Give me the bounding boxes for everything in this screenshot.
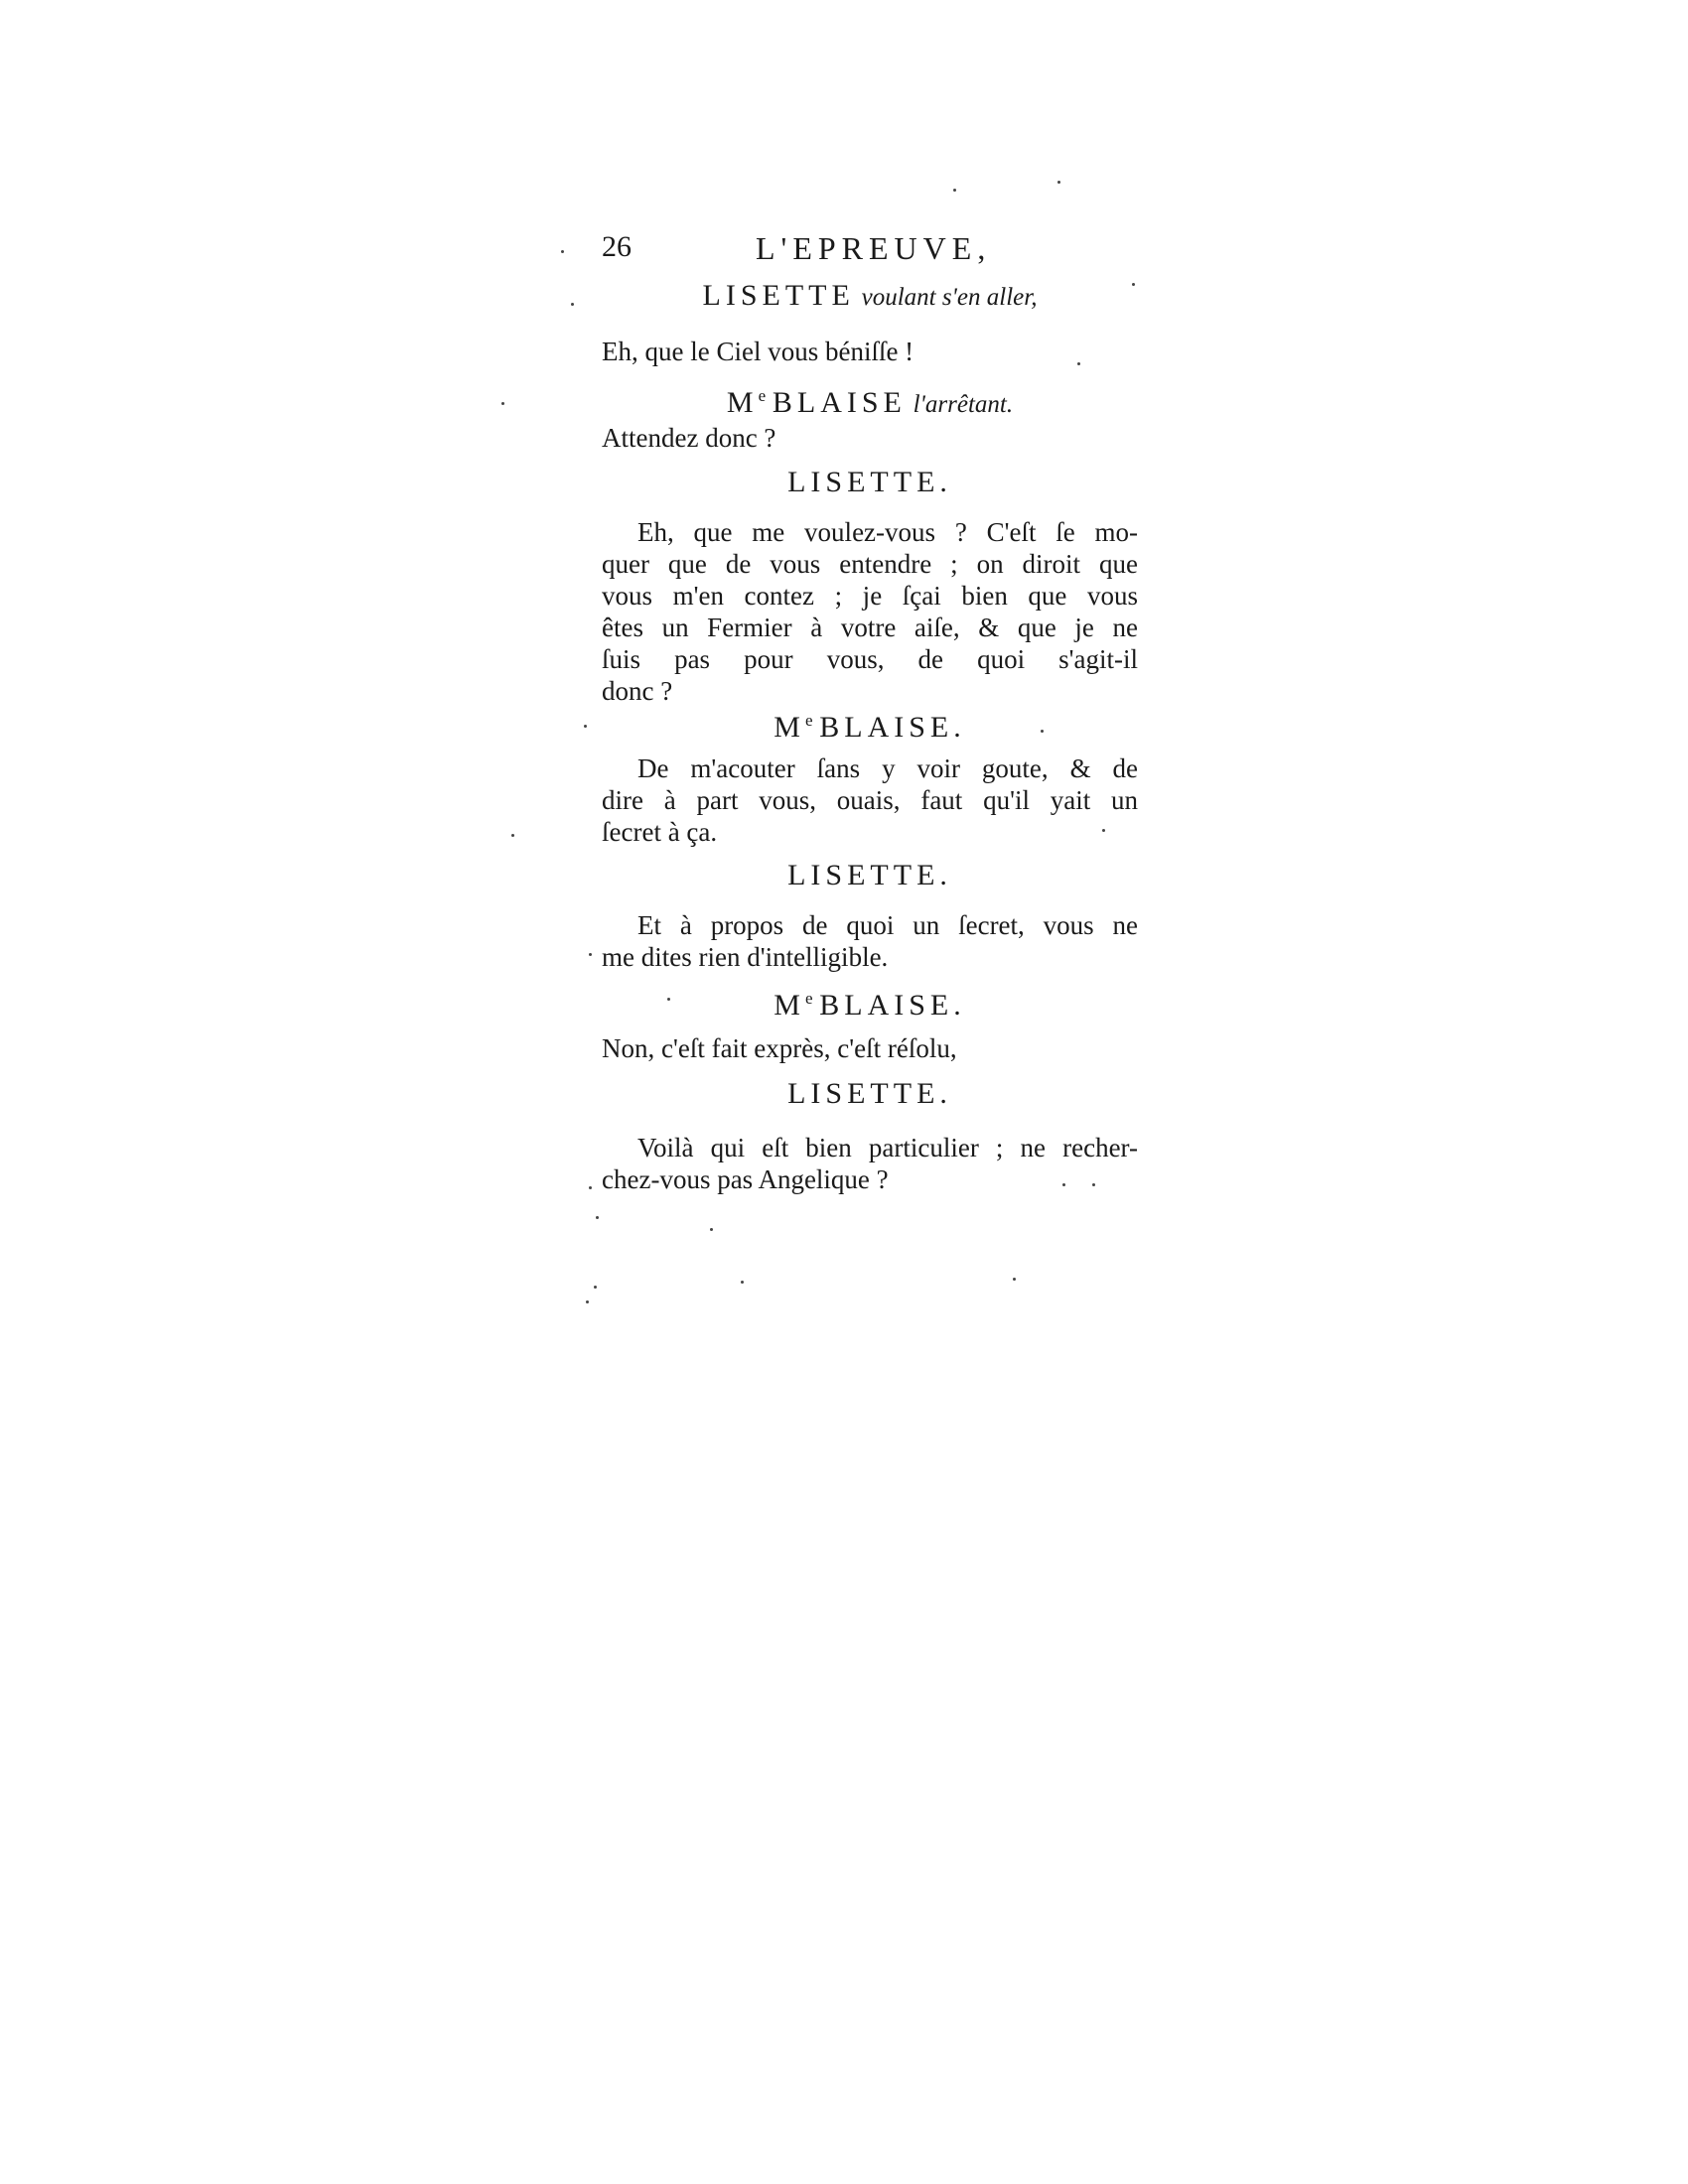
running-head xyxy=(602,230,1138,270)
speaker-title: Me xyxy=(726,386,767,419)
scan-speck xyxy=(741,1281,744,1284)
dialogue-line: donc ? xyxy=(602,676,673,706)
speaker-title: Me xyxy=(774,989,813,1022)
speaker-heading xyxy=(602,380,1138,421)
speaker-heading xyxy=(602,467,1138,498)
scan-speck xyxy=(511,834,514,837)
dialogue-line: ſuis pas pour vous, de quoi s'agit-il xyxy=(602,644,1138,674)
scan-speck xyxy=(667,998,670,1001)
scan-speck xyxy=(1041,730,1044,733)
dialogue-line: Voilà qui eſt bien particulier ; ne recher- xyxy=(637,1133,1138,1162)
dialogue-line: Eh, que me voulez-vous ? C'eſt ſe mo- xyxy=(637,517,1138,547)
scan-speck xyxy=(1132,283,1135,286)
dialogue-line: vous m'en contez ; je ſçai bien que vous xyxy=(602,581,1138,611)
scan-speck xyxy=(710,1228,713,1231)
scan-speck xyxy=(1102,829,1105,832)
dialogue-line: Et à propos de quoi un ſecret, vous ne xyxy=(637,910,1138,940)
scan-speck xyxy=(1062,1183,1065,1186)
stage-direction: voulant s'en aller, xyxy=(861,284,1038,311)
scan-speck xyxy=(594,1286,597,1289)
speaker-heading xyxy=(602,280,1138,314)
stage-direction: l'arrêtant. xyxy=(913,391,1014,418)
scan-speck xyxy=(953,189,956,192)
scan-speck xyxy=(501,402,504,405)
speaker-heading xyxy=(602,1078,1138,1110)
dialogue-line: dire à part vous, ouais, faut qu'il yait un xyxy=(602,785,1138,815)
dialogue-line: Eh, que le Ciel vous béniſſe ! xyxy=(602,337,914,366)
speaker-heading xyxy=(602,705,1138,744)
dialogue-line: êtes un Fermier à votre aiſe, & que je ne xyxy=(602,613,1138,642)
speaker-title: Me xyxy=(774,711,813,744)
scan-speck xyxy=(584,725,587,728)
dialogue-line: ſecret à ça. xyxy=(602,817,718,847)
speaker-name: LISETTE xyxy=(702,279,855,312)
scan-speck xyxy=(589,1186,592,1189)
dialogue-line: De m'acouter ſans y voir goute, & de xyxy=(637,753,1138,783)
speaker-name: BLAISE xyxy=(772,386,907,419)
page-number: 26 xyxy=(602,230,632,263)
scan-speck xyxy=(1013,1278,1016,1281)
speaker-heading xyxy=(602,983,1138,1022)
speaker-name: LISETTE. xyxy=(787,466,952,498)
scan-speck xyxy=(1092,1183,1095,1186)
speaker-name: LISETTE. xyxy=(787,859,952,891)
dialogue-line: chez-vous pas Angelique ? xyxy=(602,1164,889,1194)
running-title: L'EPREUVE, xyxy=(756,230,992,266)
speaker-name: BLAISE. xyxy=(819,711,966,744)
scan-speck xyxy=(596,1216,599,1219)
speaker-name: BLAISE. xyxy=(819,989,966,1022)
dialogue-line: me dites rien d'intelligible. xyxy=(602,942,889,972)
dialogue-line: quer que de vous entendre ; on diroit que xyxy=(602,549,1138,579)
scan-speck xyxy=(561,250,564,253)
scan-speck xyxy=(586,1300,589,1303)
speaker-name: LISETTE. xyxy=(787,1077,952,1110)
scan-speck xyxy=(1077,362,1080,365)
scan-speck xyxy=(571,303,574,306)
dialogue-line: Non, c'eſt fait exprès, c'eſt réſolu, xyxy=(602,1033,957,1063)
dialogue-line: Attendez donc ? xyxy=(602,423,776,453)
scan-speck xyxy=(1057,181,1060,184)
speaker-heading xyxy=(602,860,1138,891)
scan-speck xyxy=(589,953,592,956)
